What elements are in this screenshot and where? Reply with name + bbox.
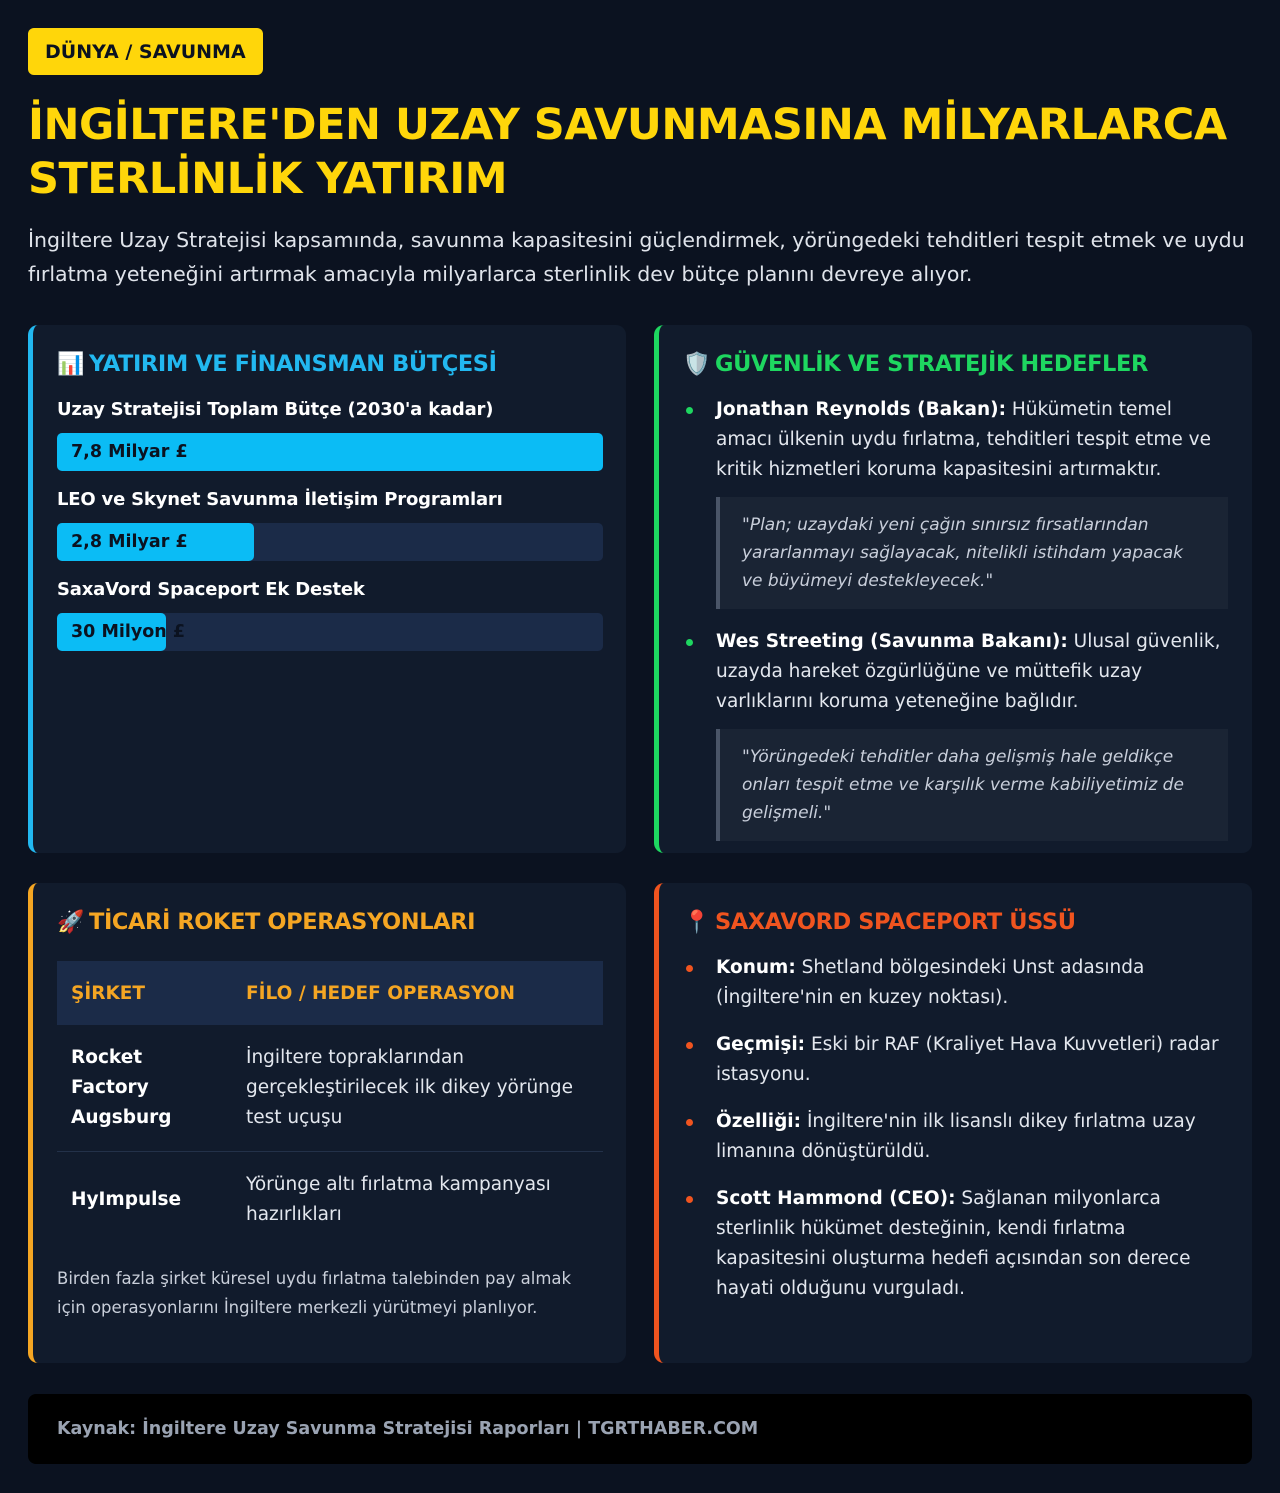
budget-bar-track: [57, 523, 603, 561]
saxavord-title-text: SAXAVORD SPACEPORT ÜSSÜ: [715, 909, 1076, 935]
quote-block: "Yörüngedeki tehditler daha gelişmiş hale geldikçe onları tespit etme ve karşılık verme kabiliyetimiz de gelişmeli.": [716, 729, 1228, 841]
company-cell: HyImpulse: [57, 1152, 232, 1249]
bar-chart-icon: 📊: [57, 351, 84, 377]
item-text: Eski bir RAF (Kraliyet Hava Kuvvetleri) radar istasyonu.: [716, 1034, 1219, 1085]
security-title-text: GÜVENLİK VE STRATEJİK HEDEFLER: [715, 351, 1148, 377]
quote-block: "Plan; uzaydaki yeni çağın sınırsız fırsatlarından yararlanmayı sağlayacak, nitelikli istihdam yapacak ve büyümeyi destekleyecek.": [716, 497, 1228, 609]
budget-bar-track: [57, 433, 603, 471]
list-item: [683, 1030, 1228, 1090]
saxavord-card-title: [683, 905, 1228, 939]
budget-item: [57, 395, 602, 471]
item-text: İngiltere'nin ilk lisanslı dikey fırlatma uzay limanına dönüştürüldü.: [716, 1111, 1196, 1162]
budget-bar-value: 30 Milyon £: [71, 622, 186, 642]
rocket-icon: 🚀: [57, 909, 84, 935]
item-text: Sağlanan milyonlarca sterlinlik hükümet desteğinin, kendi fırlatma kapasitesini oluşturma hedefi açısından son derece hayati olduğunu vurguladı.: [716, 1188, 1191, 1299]
operations-table: [57, 961, 603, 1248]
budget-item-label: LEO ve Skynet Savunma İletişim Programları: [57, 489, 503, 510]
list-item: [683, 395, 1228, 485]
budget-item: [57, 575, 602, 651]
list-item: [683, 1107, 1228, 1167]
rocket-card-title: [57, 905, 602, 939]
shield-icon: 🛡️: [683, 351, 710, 377]
company-cell: Rocket Factory Augsburg: [71, 1047, 172, 1128]
budget-bar-value: 2,8 Milyar £: [71, 532, 188, 552]
budget-item: [57, 485, 602, 561]
budget-card-title: [57, 347, 602, 381]
list-item: [683, 627, 1228, 717]
source-footer: Kaynak: İngiltere Uzay Savunma Stratejisi Raporları | TGRTHABER.COM: [28, 1394, 1252, 1464]
speaker-text: Hükümetin temel amacı ülkenin uydu fırlatma, tehditleri tespit etme ve kritik hizmetleri koruma kapasitesini artırmaktır.: [716, 399, 1211, 480]
item-text: Shetland bölgesindeki Unst adasında (İngiltere'nin en kuzey noktası).: [716, 957, 1145, 1008]
budget-item-label: SaxaVord Spaceport Ek Destek: [57, 579, 365, 600]
column-header-company: ŞİRKET: [57, 961, 232, 1025]
budget-bar-value: 7,8 Milyar £: [71, 442, 188, 462]
speaker-name: Jonathan Reynolds (Bakan):: [716, 399, 1006, 420]
budget-card: [28, 325, 626, 853]
speaker-name: Wes Streeting (Savunma Bakanı):: [716, 631, 1068, 652]
item-label: Geçmişi:: [716, 1034, 806, 1055]
item-label: Özelliği:: [716, 1111, 802, 1132]
budget-title-text: YATIRIM VE FİNANSMAN BÜTÇESİ: [89, 351, 497, 377]
security-card-title: [683, 347, 1228, 381]
item-label: Scott Hammond (CEO):: [716, 1188, 956, 1209]
item-label: Konum:: [716, 957, 796, 978]
rocket-title-text: TİCARİ ROKET OPERASYONLARI: [89, 909, 476, 935]
rocket-note: Birden fazla şirket küresel uydu fırlatma talebinden pay almak için operasyonlarını İngiltere merkezli yürütmeyi planlıyor.: [57, 1269, 572, 1317]
location-pin-icon: 📍: [683, 909, 710, 935]
rocket-card: [28, 883, 626, 1363]
budget-bars: [57, 395, 602, 651]
speaker-text: Ulusal güvenlik, uzayda hareket özgürlüğüne ve müttefik uzay varlıklarını koruma yeteneğine bağlıdır.: [716, 631, 1221, 712]
list-item: [683, 1184, 1228, 1304]
saxavord-list: [683, 953, 1228, 1304]
table-row: [57, 1025, 603, 1152]
budget-bar-track: [57, 613, 603, 651]
operation-cell: Yörünge altı fırlatma kampanyası hazırlıkları: [232, 1152, 603, 1249]
budget-item-label: Uzay Stratejisi Toplam Bütçe (2030'a kadar): [57, 399, 494, 420]
security-list: [683, 395, 1228, 841]
list-item: [683, 953, 1228, 1013]
operation-cell: İngiltere topraklarından gerçekleştirilecek ilk dikey yörünge test uçuşu: [246, 1047, 574, 1128]
column-header-operation: FİLO / HEDEF OPERASYON: [232, 961, 603, 1025]
table-row: [57, 1152, 603, 1249]
category-badge: DÜNYA / SAVUNMA: [28, 28, 263, 75]
page-title: İNGİLTERE'DEN UZAY SAVUNMASINA MİLYARLARCA STERLİNLİK YATIRIM: [28, 100, 1227, 204]
saxavord-card: [654, 883, 1252, 1363]
lead-paragraph: İngiltere Uzay Stratejisi kapsamında, savunma kapasitesini güçlendirmek, yörüngedeki tehditleri tespit etmek ve uydu fırlatma yeteneğini artırmak amacıyla milyarlarca sterlinlik dev bütçe planını devreye alıyor.: [28, 228, 1245, 286]
security-card: [654, 325, 1252, 853]
